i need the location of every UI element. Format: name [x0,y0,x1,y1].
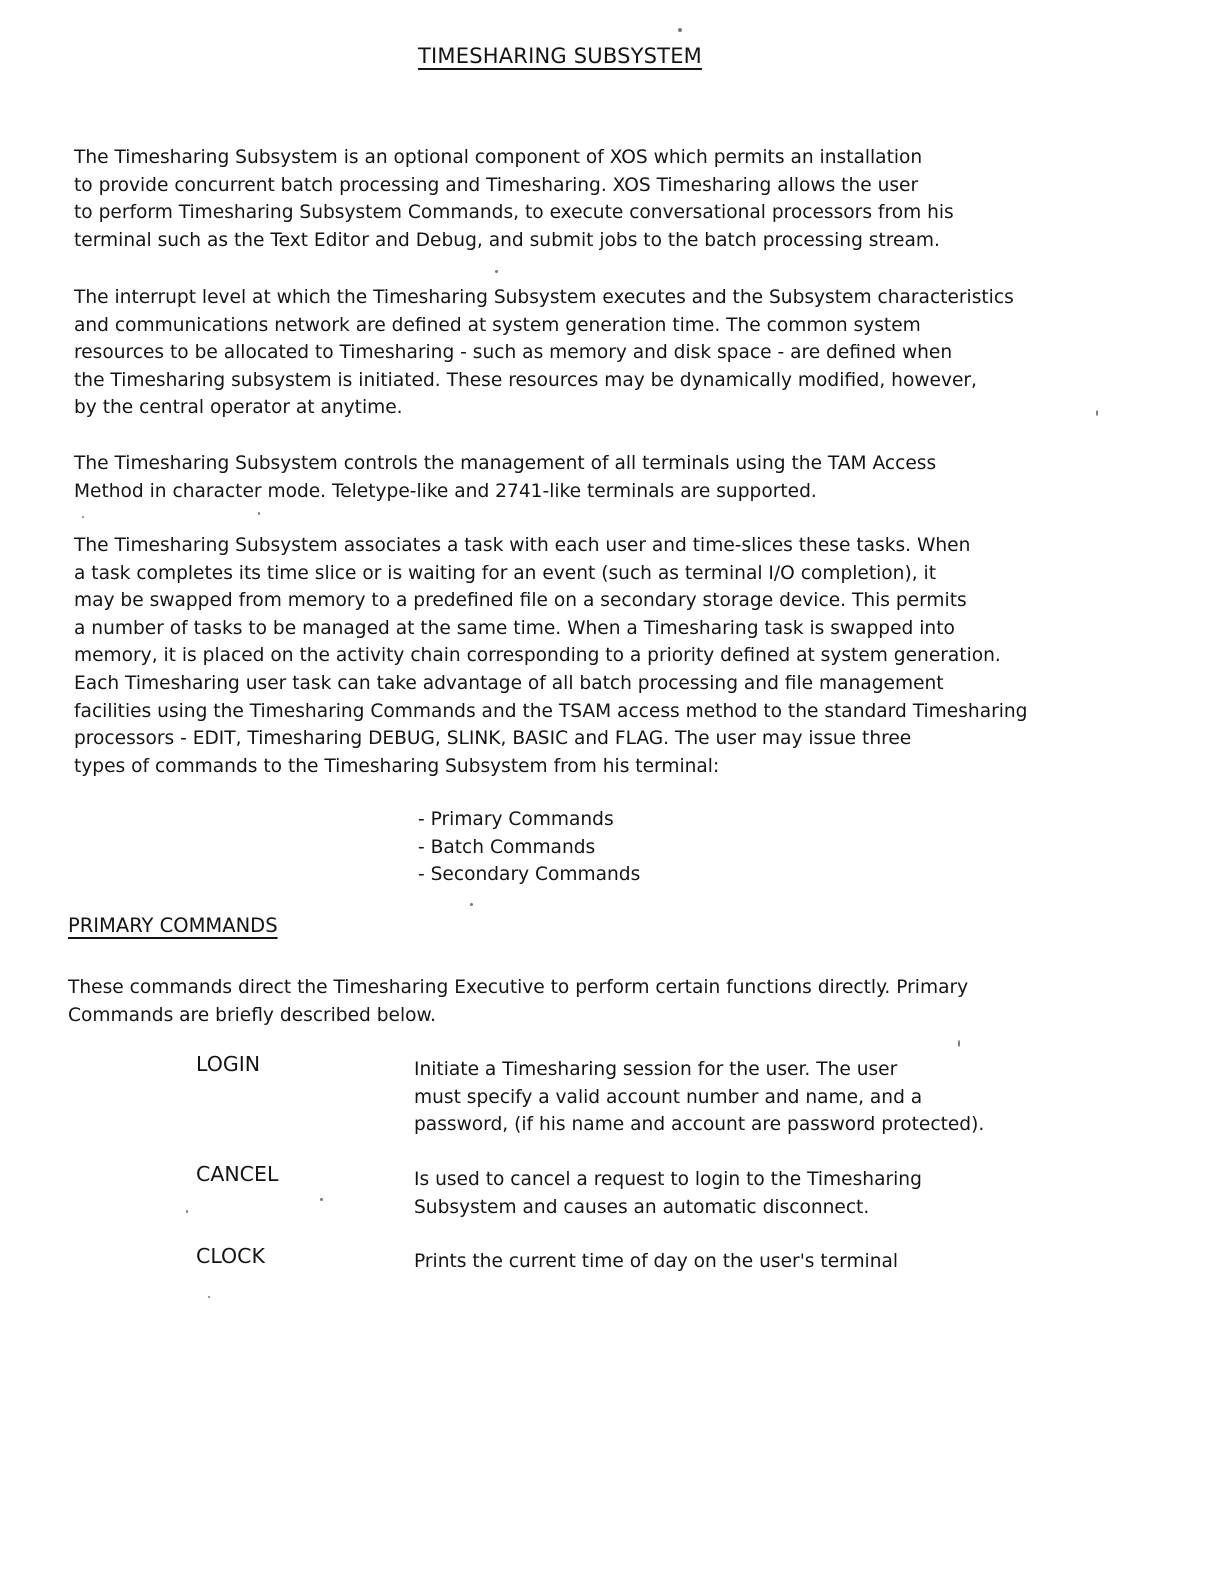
text-line: These commands direct the Timesharing Executive to perform certain functions directly. Primary [68,977,969,998]
page-title: TIMESHARING SUBSYSTEM [418,44,702,68]
scan-speck [1096,410,1098,416]
scan-speck [495,270,498,273]
text-line: must specify a valid account number and name, and a [414,1086,923,1108]
command-description-cancel [414,1166,922,1221]
text-line: may be swapped from memory to a predefined file on a secondary storage device. This permits [74,590,967,612]
text-line: and communications network are defined at system generation time. The common system [74,314,921,336]
command-type-list [418,806,640,889]
command-name-login: LOGIN [196,1052,261,1076]
text-line: Prints the current time of day on the user's terminal [414,1251,899,1272]
scan-speck [958,1040,960,1047]
text-line: a task completes its time slice or is waiting for an event (such as terminal I/O completion), it [74,562,936,584]
primary-commands-intro [68,974,968,1029]
text-line: password, (if his name and account are password protected). [414,1114,985,1136]
text-line: Commands are briefly described below. [68,1004,436,1026]
command-name-clock: CLOCK [196,1244,265,1268]
list-item: - Batch Commands [418,836,596,858]
text-line: types of commands to the Timesharing Subsystem from his terminal: [74,755,720,777]
text-line: Each Timesharing user task can take advantage of all batch processing and file management [74,672,944,694]
scan-speck [678,28,682,32]
text-line: The Timesharing Subsystem associates a task with each user and time-slices these tasks. When [74,535,971,556]
text-line: processors - EDIT, Timesharing DEBUG, SLINK, BASIC and FLAG. The user may issue three [74,728,912,750]
list-item: - Secondary Commands [418,864,641,886]
section-heading: PRIMARY COMMANDS [68,914,278,937]
text-line: by the central operator at anytime. [74,397,403,419]
text-line: resources to be allocated to Timesharing - such as memory and disk space - are defined when [74,342,953,364]
command-description-clock [414,1248,898,1276]
text-line: The Timesharing Subsystem controls the management of all terminals using the TAM Access [74,453,937,474]
text-line: memory, it is placed on the activity chain corresponding to a priority defined at system generation. [74,645,1001,667]
text-line: The interrupt level at which the Timesharing Subsystem executes and the Subsystem characteristics [74,287,1014,308]
scan-speck [320,1198,323,1201]
scan-speck [470,903,473,906]
scan-speck [208,1296,210,1298]
list-item: - Primary Commands [418,809,614,830]
command-name-cancel: CANCEL [196,1162,279,1186]
task-swapping-paragraph [74,532,1027,780]
text-line: The Timesharing Subsystem is an optional component of XOS which permits an installation [74,147,923,168]
text-line: Initiate a Timesharing session for the user. The user [414,1059,898,1080]
text-line: facilities using the Timesharing Commands and the TSAM access method to the standard Timesharing [74,700,1028,722]
text-line: Method in character mode. Teletype-like and 2741-like terminals are supported. [74,480,817,502]
intro-paragraph [74,144,954,254]
scan-speck [258,512,260,515]
text-line: to provide concurrent batch processing and Timesharing. XOS Timesharing allows the user [74,174,919,196]
text-line: terminal such as the Text Editor and Debug, and submit jobs to the batch processing stream. [74,229,940,251]
text-line: to perform Timesharing Subsystem Commands, to execute conversational processors from his [74,202,954,224]
scan-speck [186,1210,188,1213]
command-description-login [414,1056,984,1139]
text-line: a number of tasks to be managed at the same time. When a Timesharing task is swapped into [74,617,955,639]
interrupt-level-paragraph [74,284,1014,422]
text-line: Subsystem and causes an automatic disconnect. [414,1196,870,1218]
text-line: Is used to cancel a request to login to the Timesharing [414,1169,922,1190]
text-line: the Timesharing subsystem is initiated. These resources may be dynamically modified, however, [74,369,977,391]
scan-speck [82,516,84,518]
terminal-management-paragraph [74,450,936,505]
